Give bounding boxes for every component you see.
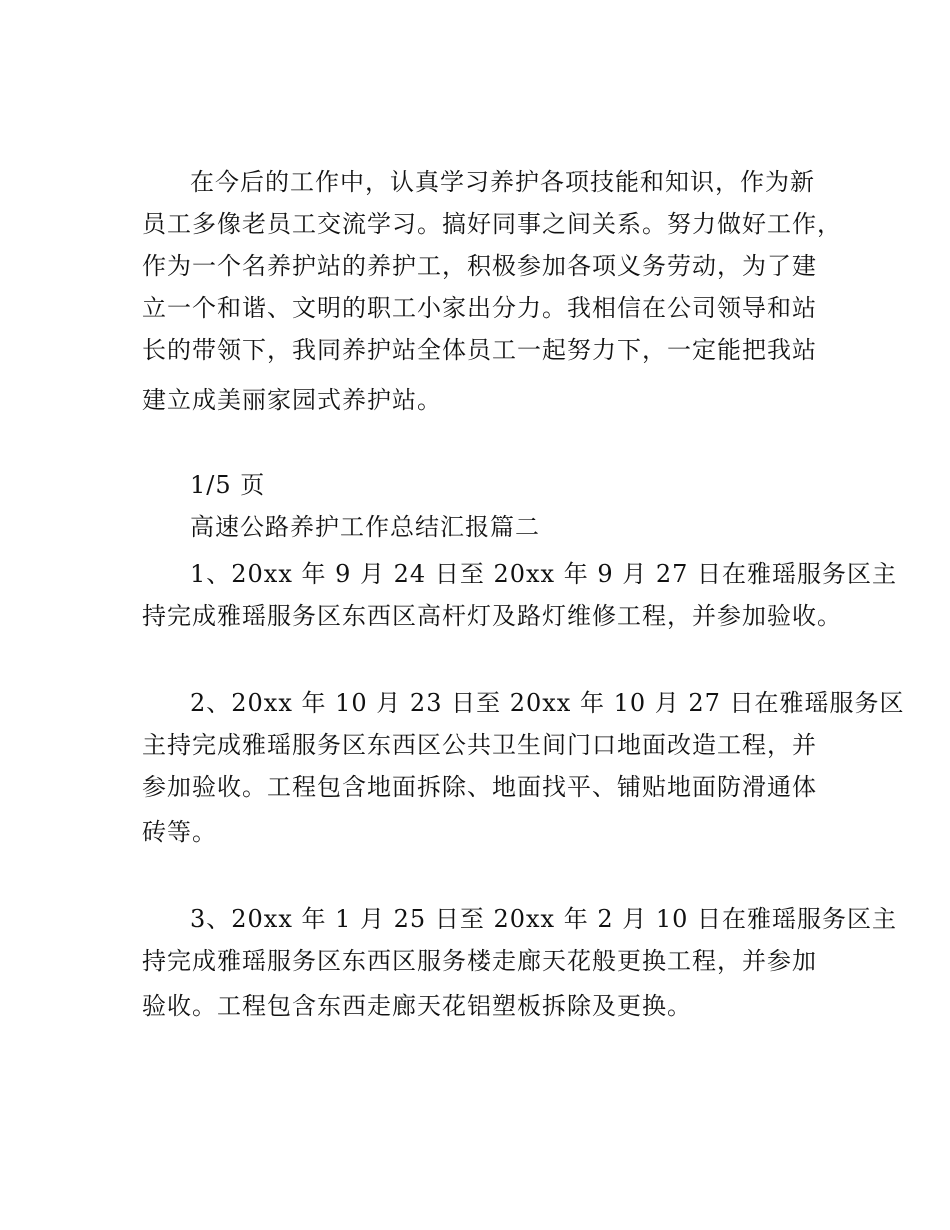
paragraph-line: 员工多像老员工交流学习。搞好同事之间关系。努力做好工作， [142,210,842,238]
item-line: 主持完成雅瑶服务区东西区公共卫生间门口地面改造工程，并 [142,731,817,759]
item-line: 参加验收。工程包含地面拆除、地面找平、铺贴地面防滑通体 [142,773,817,801]
item-line: 持完成雅瑶服务区东西区高杆灯及路灯维修工程，并参加验收。 [142,602,842,630]
paragraph-line: 建立成美丽家园式养护站。 [142,386,442,414]
paragraph-line: 立一个和谐、文明的职工小家出分力。我相信在公司领导和站 [142,294,817,322]
item-line: 1、20xx 年 9 月 24 日至 20xx 年 9 月 27 日在雅瑶服务区主 [190,560,898,588]
page-number: 1/5 页 [190,471,266,499]
paragraph-line: 作为一个名养护站的养护工，积极参加各项义务劳动，为了建 [142,252,817,280]
item-line: 3、20xx 年 1 月 25 日至 20xx 年 2 月 10 日在雅瑶服务区主 [190,905,898,933]
section-title: 高速公路养护工作总结汇报篇二 [190,513,540,541]
item-line: 验收。工程包含东西走廊天花铝塑板拆除及更换。 [142,992,692,1020]
paragraph-line: 在今后的工作中，认真学习养护各项技能和知识，作为新 [190,168,815,196]
item-line: 2、20xx 年 10 月 23 日至 20xx 年 10 月 27 日在雅瑶服务区 [190,689,905,717]
item-line: 持完成雅瑶服务区东西区服务楼走廊天花般更换工程，并参加 [142,947,817,975]
paragraph-line: 长的带领下，我同养护站全体员工一起努力下，一定能把我站 [142,336,817,364]
item-line: 砖等。 [142,818,217,846]
